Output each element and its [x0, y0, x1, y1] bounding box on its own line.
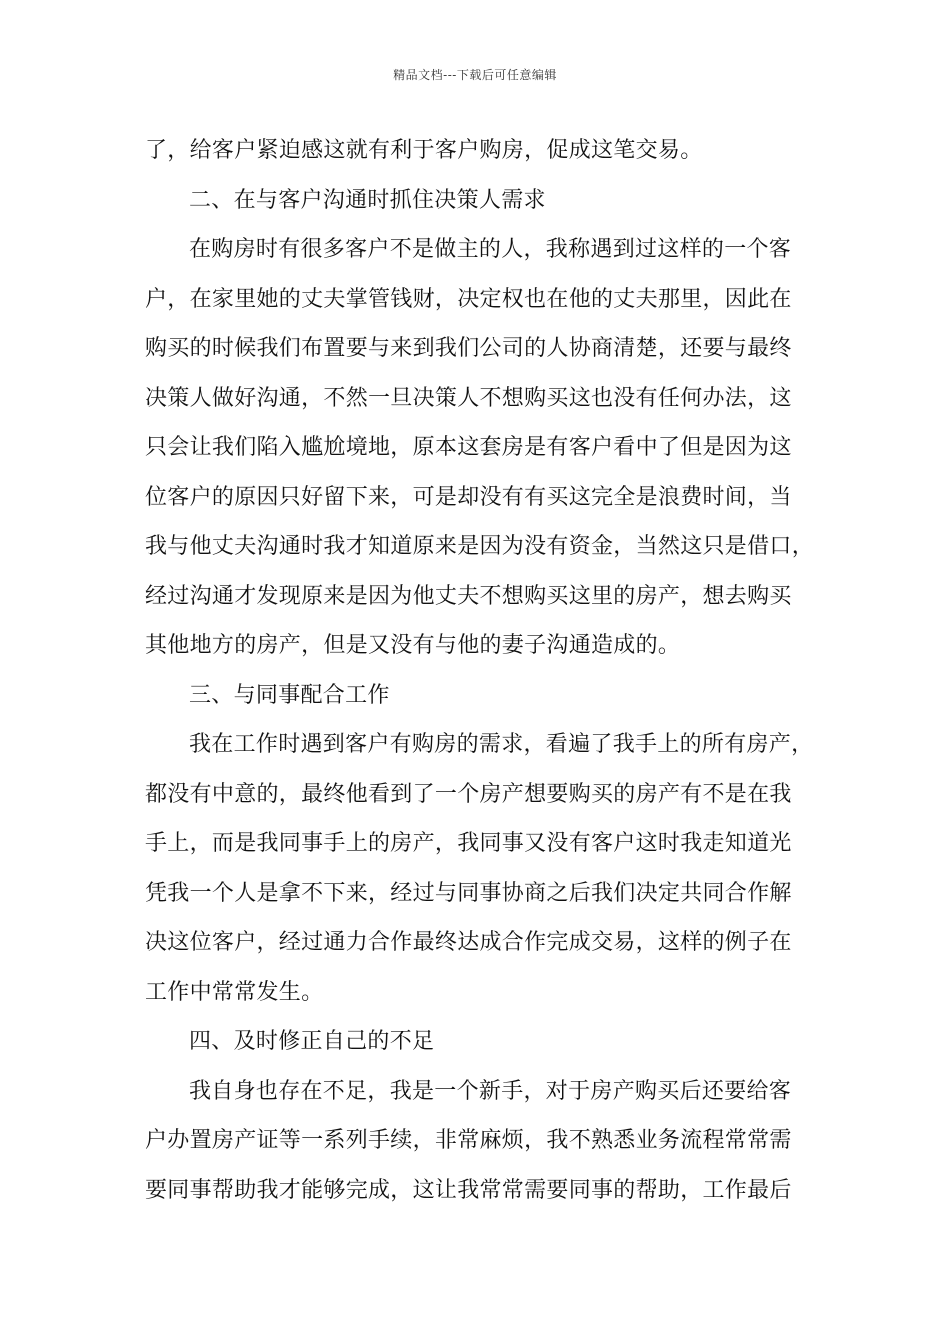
text-line: 凭我一个人是拿不下来，经过与同事协商之后我们决定共同合作解 [145, 880, 792, 906]
text-line: 要同事帮助我才能够完成，这让我常常需要同事的帮助，工作最后 [145, 1177, 792, 1203]
document-body [145, 134, 815, 1223]
text-line: 其他地方的房产，但是又没有与他的妻子沟通造成的。 [145, 633, 681, 658]
text-line: 户，在家里她的丈夫掌管钱财，决定权也在他的丈夫那里，因此在 [145, 286, 792, 312]
text-line: 都没有中意的，最终他看到了一个房产想要购买的房产有不是在我 [145, 781, 792, 807]
text-line: 经过沟通才发现原来是因为他丈夫不想购买这里的房产，想去购买 [145, 583, 792, 609]
text-line: 只会让我们陷入尴尬境地，原本这套房是有客户看中了但是因为这 [145, 435, 792, 460]
text-line: 四、及时修正自己的不足 [189, 1029, 435, 1054]
text-line: 在购房时有很多客户不是做主的人，我称遇到过这样的一个客 [189, 237, 792, 262]
text-line: 户办置房产证等一系列手续，非常麻烦，我不熟悉业务流程常常需 [145, 1128, 792, 1153]
text-line: 手上，而是我同事手上的房产，我同事又没有客户这时我走知道光 [145, 831, 792, 856]
text-line: 我与他丈夫沟通时我才知道原来是因为没有资金，当然这只是借口， [145, 534, 815, 559]
text-line: 购买的时候我们布置要与来到我们公司的人协商清楚，还要与最终 [145, 336, 792, 361]
text-line: 二、在与客户沟通时抓住决策人需求 [189, 187, 546, 213]
text-line: 我在工作时遇到客户有购房的需求，看遍了我手上的所有房产， [189, 732, 814, 757]
text-line: 了，给客户紧迫感这就有利于客户购房，促成这笔交易。 [145, 138, 703, 163]
text-line: 位客户的原因只好留下来，可是却没有有买这完全是浪费时间，当 [145, 484, 792, 510]
page-header: 精品文档---下载后可任意编辑 [393, 68, 557, 82]
text-line: 三、与同事配合工作 [189, 682, 390, 708]
text-line: 决策人做好沟通，不然一旦决策人不想购买这也没有任何办法，这 [145, 385, 792, 411]
text-line: 我自身也存在不足，我是一个新手，对于房产购买后还要给客 [189, 1078, 792, 1104]
text-line: 工作中常常发生。 [145, 979, 324, 1005]
text-line: 决这位客户，经过通力合作最终达成合作完成交易，这样的例子在 [145, 930, 792, 955]
